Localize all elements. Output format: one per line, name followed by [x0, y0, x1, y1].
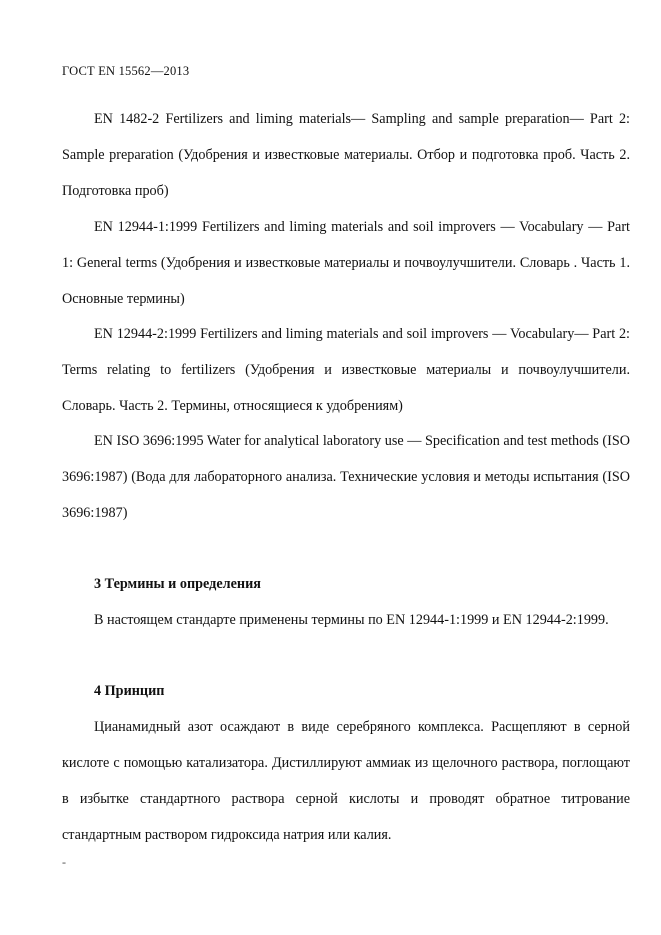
reference-en-iso-3696: EN ISO 3696:1995 Water for analytical laboratory use — Specification and test methods (ISO 3696:1987) (Вода для лабораторного анализа. Технические условия и методы испытания (ISO 3696:1987)	[62, 433, 630, 521]
reference-en-1482-2: EN 1482-2 Fertilizers and liming materials— Sampling and sample preparation— Part 2: Sample preparation (Удобрения и известковые материалы. Отбор и подготовка проб. Часть 2. Подготовка проб)	[62, 111, 630, 199]
reference-en-12944-1: EN 12944-1:1999 Fertilizers and liming materials and soil improvers — Vocabulary — Part 1: General terms (Удобрения и известковые материалы и почвоулучшители. Словарь . Часть 1. Основные термины)	[62, 219, 630, 307]
section-3-heading: 3 Термины и определения	[94, 576, 261, 592]
section-4-text: Цианамидный азот осаждают в виде серебряного комплекса. Расщепляют в серной кислоте с помощью катализатора. Дистиллируют аммиак из щелочного раствора, поглощают в избытке стандартного раствора серной кислоты и проводят обратное титрование стандартным раствором гидроксида натрия или калия.	[62, 719, 630, 843]
section-3-text: В настоящем стандарте применены термины по EN 12944-1:1999 и EN 12944-2:1999.	[94, 612, 609, 628]
section-4-heading: 4 Принцип	[94, 683, 165, 699]
document-header: ГОСТ EN 15562—2013	[62, 64, 190, 78]
footer-mark: -	[62, 855, 66, 869]
reference-en-12944-2: EN 12944-2:1999 Fertilizers and liming materials and soil improvers — Vocabulary— Part 2: Terms relating to fertilizers (Удобрения и известковые материалы и почвоулучшители. Словарь. Часть 2. Термины, относящиеся к удобрениям)	[62, 326, 630, 414]
